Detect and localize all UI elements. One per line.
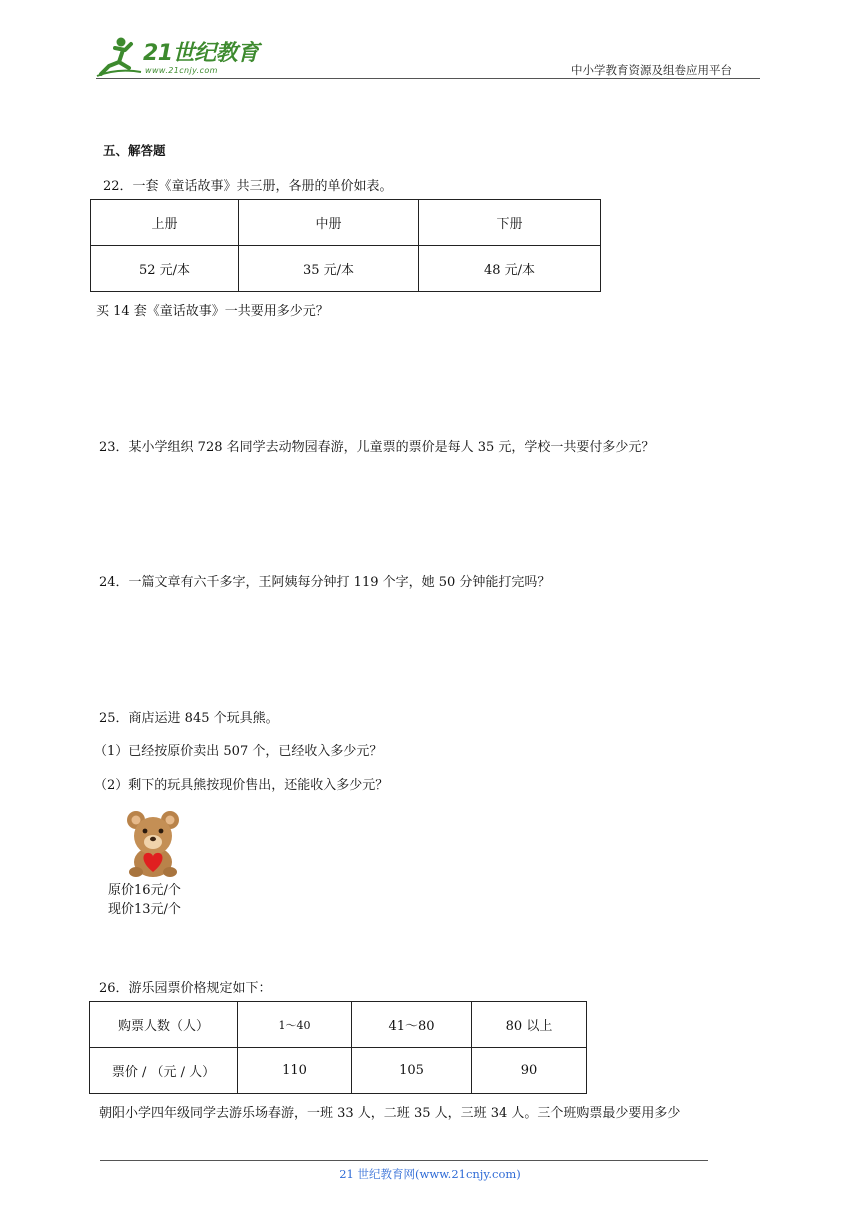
table-cell: 票价 / （元 / 人） [90,1048,238,1094]
table-cell: 90 [472,1048,587,1094]
table-header-cell: 上册 [91,200,239,246]
logo-brand-text: 21世纪教育 [143,41,259,66]
table-cell: 35 元/本 [239,246,419,292]
table-header-cell: 1～40 [238,1002,352,1048]
footer-divider [100,1160,708,1161]
question-22-question: 买 14 套《童话故事》一共要用多少元？ [96,304,329,319]
question-25-sub2: （2）剩下的玩具熊按现价售出，还能收入多少元？ [94,778,389,793]
table-cell: 48 元/本 [419,246,601,292]
table-header-cell: 购票人数（人） [90,1002,238,1048]
section-title: 五、解答题 [103,143,166,158]
current-price-label: 现价13元/个 [108,902,181,917]
question-25-sub1: （1）已经按原价卖出 507 个，已经收入多少元？ [94,744,383,759]
question-25-text: 25．商店运进 845 个玩具熊。 [99,711,279,726]
footer-link[interactable]: 21 世纪教育网(www.21cnjy.com) [339,1167,521,1181]
question-22-text: 22．一套《童话故事》共三册，各册的单价如表。 [103,179,393,194]
question-22-table [90,199,601,292]
running-figure-icon [93,34,143,78]
question-26-question: 朝阳小学四年级同学去游乐场春游，一班 33 人，二班 35 人，三班 34 人。三个班购票最少要用多少 [99,1106,681,1121]
header-divider [96,78,760,79]
table-header-cell: 80 以上 [472,1002,587,1048]
table-header-cell: 中册 [239,200,419,246]
table-cell: 110 [238,1048,352,1094]
table-header-cell: 41～80 [352,1002,472,1048]
original-price-label: 原价16元/个 [108,883,181,898]
question-23-text: 23．某小学组织 728 名同学去动物园春游，儿童票的票价是每人 35 元，学校一共要付多少元？ [99,440,655,455]
question-26-text: 26．游乐园票价格规定如下： [99,981,272,996]
question-24-text: 24．一篇文章有六千多字，王阿姨每分钟打 119 个字，她 50 分钟能打完吗？ [99,575,551,590]
table-cell: 52 元/本 [91,246,239,292]
teddy-bear-icon [122,810,184,878]
site-logo [93,34,263,80]
question-26-table [89,1001,587,1094]
table-cell: 105 [352,1048,472,1094]
logo-url-text: www.21cnjy.com [145,66,218,75]
teddy-bear-figure [108,810,198,920]
header-platform-text: 中小学教育资源及组卷应用平台 [571,63,732,77]
table-header-cell: 下册 [419,200,601,246]
